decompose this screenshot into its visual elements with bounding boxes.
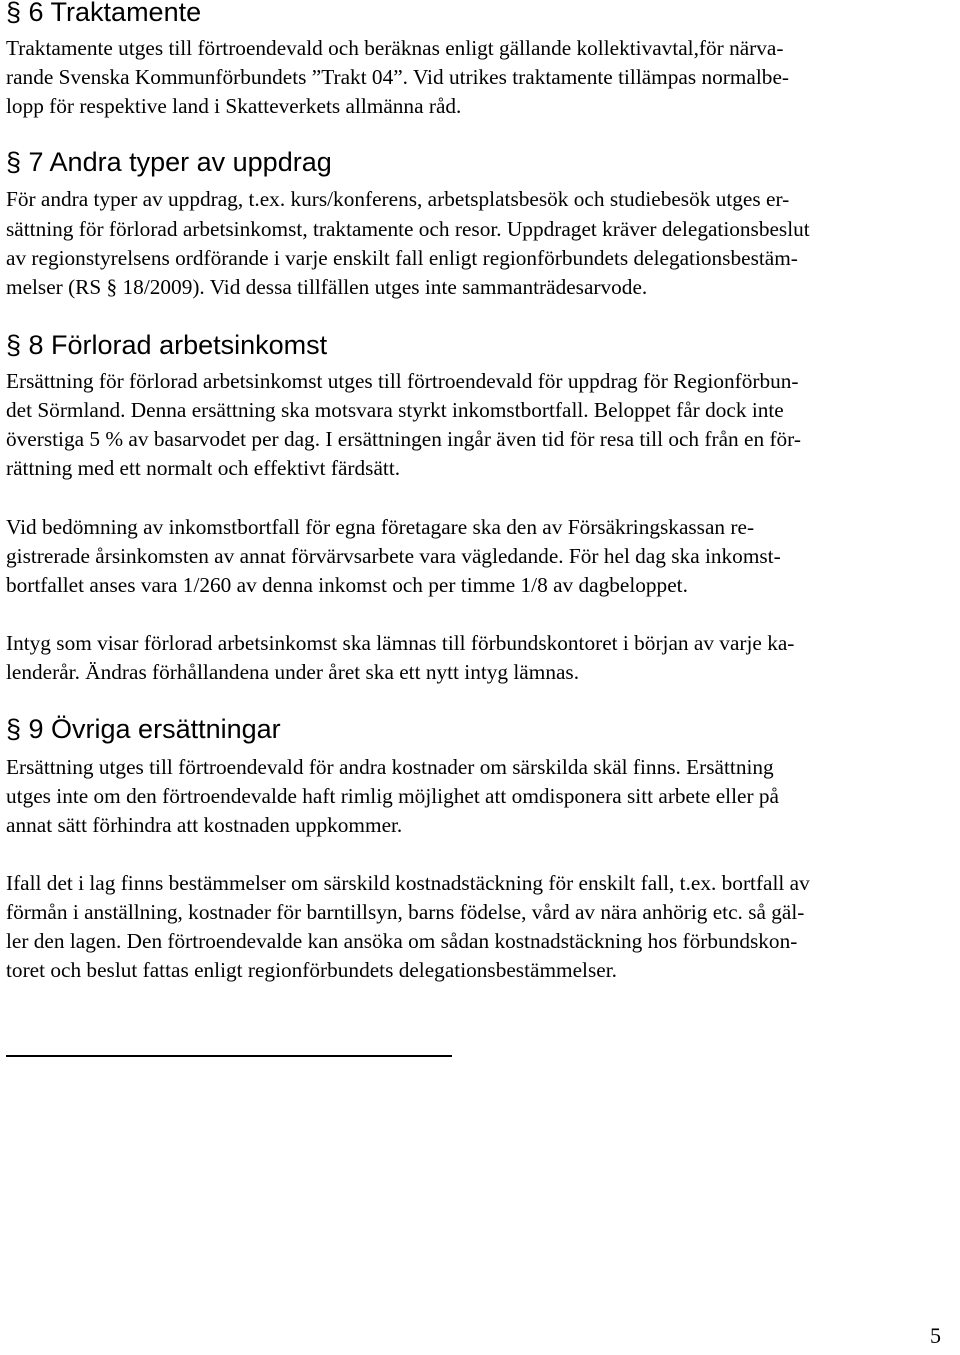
section-heading-andra-typer-av-uppdrag: § 7 Andra typer av uppdrag [6, 147, 332, 177]
body-line: melser (RS § 18/2009). Vid dessa tillfällen utges inte sammanträdesarvode. [6, 275, 648, 299]
page-number: 5 [930, 1323, 941, 1348]
section-heading-traktamente: § 6 Traktamente [6, 0, 202, 27]
body-line: det Sörmland. Denna ersättning ska motsvara styrkt inkomstbortfall. Beloppet får dock inte [6, 398, 784, 422]
body-line: toret och beslut fattas enligt regionförbundets delegationsbestämmelser. [6, 958, 617, 982]
body-line: lopp för respektive land i Skatteverkets allmänna råd. [6, 94, 462, 118]
body-line: ler den lagen. Den förtroendevalde kan ansöka om sådan kostnadstäckning hos förbundskon- [6, 929, 798, 953]
body-line: För andra typer av uppdrag, t.ex. kurs/konferens, arbetsplatsbesök och studiebesök utges er- [6, 187, 790, 211]
body-line: utges inte om den förtroendevalde haft rimlig möjlighet att omdisponera sitt arbete eller på [6, 784, 779, 808]
body-line: annat sätt förhindra att kostnaden uppkommer. [6, 813, 403, 837]
footnote-separator [6, 1055, 452, 1057]
body-line: bortfallet anses vara 1/260 av denna inkomst och per timme 1/8 av dagbeloppet. [6, 573, 688, 597]
section-heading-ovriga-ersattningar: § 9 Övriga ersättningar [6, 714, 281, 744]
body-line: Ifall det i lag finns bestämmelser om särskild kostnadstäckning för enskilt fall, t.ex. bortfall av [6, 871, 810, 895]
section-heading-forlorad-arbetsinkomst: § 8 Förlorad arbetsinkomst [6, 330, 328, 360]
body-line: Ersättning för förlorad arbetsinkomst utges till förtroendevald för uppdrag för Regionförbun- [6, 369, 799, 393]
body-line: av regionstyrelsens ordförande i varje enskilt fall enligt regionförbundets delegationsbestäm- [6, 246, 798, 270]
body-line: rande Svenska Kommunförbundets ”Trakt 04”. Vid utrikes traktamente tillämpas normalbe- [6, 65, 789, 89]
body-line: lenderår. Ändras förhållandena under året ska ett nytt intyg lämnas. [6, 660, 580, 684]
body-line: överstiga 5 % av basarvodet per dag. I ersättningen ingår även tid för resa till och från en för- [6, 427, 801, 451]
body-line: Ersättning utges till förtroendevald för andra kostnader om särskilda skäl finns. Ersättning [6, 755, 774, 779]
body-line: gistrerade årsinkomsten av annat förvärvsarbete vara vägledande. För hel dag ska inkomst- [6, 544, 781, 568]
body-line: Vid bedömning av inkomstbortfall för egna företagare ska den av Försäkringskassan re- [6, 515, 755, 539]
body-line: Traktamente utges till förtroendevald och beräknas enligt gällande kollektivavtal,för närva- [6, 36, 784, 60]
body-line: förmån i anställning, kostnader för barntillsyn, barns födelse, vård av nära anhörig etc. så gäl- [6, 900, 805, 924]
body-line: rättning med ett normalt och effektivt färdsätt. [6, 456, 401, 480]
body-line: sättning för förlorad arbetsinkomst, traktamente och resor. Uppdraget kräver delegationsbeslut [6, 217, 810, 241]
body-line: Intyg som visar förlorad arbetsinkomst ska lämnas till förbundskontoret i början av varje ka- [6, 631, 795, 655]
